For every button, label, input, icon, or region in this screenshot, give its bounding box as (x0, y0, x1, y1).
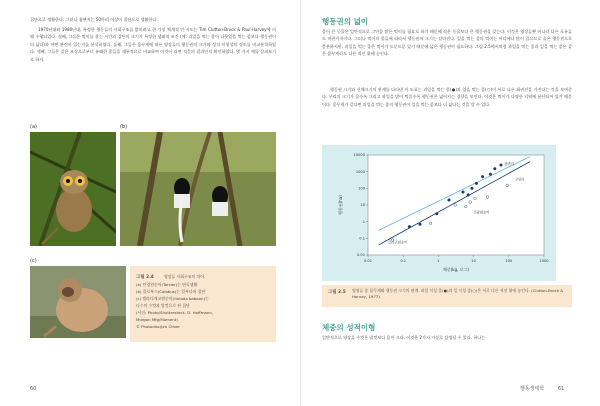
gelada-photo (30, 266, 126, 338)
point-0-3 (448, 199, 451, 202)
caption-line-8: © Photodisc/Jen Oliver (136, 324, 181, 329)
x-tick-label-3: 10 (471, 259, 476, 263)
x-tick-label-2: 1 (437, 259, 440, 263)
home-range-scatter-chart (322, 145, 556, 281)
caption-line-2: (a) 안경원숭이(Tarsier)는 단독생활 (136, 282, 198, 287)
page-number-right: 61 (558, 386, 565, 392)
dimorphism-paragraph: 일반적으로 영장류 수컷은 암컷보다 몸이 크다. 이것은 2가지 가설로 설명될 수 있다. 하나는 (322, 335, 486, 340)
x-axis-label: 체중(kg, 로그) (443, 267, 469, 272)
point-0-9 (489, 173, 492, 176)
y-tick-label-3: 10 (360, 203, 365, 208)
point-1-2 (454, 204, 457, 207)
point-1-4 (469, 201, 472, 204)
point-1-3 (464, 205, 467, 208)
section-heading-dimorphism: 체중의 성적이형 (322, 323, 376, 332)
point-1-1 (429, 222, 432, 225)
panel-label-c: (c) (30, 258, 37, 264)
caption-line-6: (사진: Photo/Shutterstock, D. Hoffmann, (136, 310, 214, 315)
caption-line-4: (c) 겔라다개코원숭이(Gelada baboon)는 (136, 296, 209, 301)
figure-caption-title: 그림 2.4 (136, 275, 154, 280)
y-tick-label-6: 10000 (353, 153, 365, 158)
x-tick-label-0: 0.01 (363, 259, 373, 263)
y-axis-label: 행동권(ha) (338, 195, 343, 215)
annotation-2: 긴팔원숭이 (473, 210, 490, 215)
point-0-7 (475, 182, 478, 185)
x-tick-label-5: 1000 (539, 259, 549, 263)
tarsier-photo (30, 132, 116, 246)
point-0-0 (408, 225, 411, 228)
chart-caption-text: 영장류 종 몸무게와 행동권 크기의 관계. 과일 식성 종(●)과 잎 식성 종(○)은 서로 다른 직선 위에 놓인다. (Clutton-Brock & Harvey, 1977) (352, 288, 564, 299)
chart-discussion-paragraph: 행동권 크기와 신체크기의 관계를 나타낸 이 도표는 과일을 먹는 종(●)과 잎을 먹는 종(○)이 서로 다른 회귀선을 가진다는 것을 보여준다. 무리의 크기가 클수록 그리고 과일을 많이 먹을수록 행동권은 넓어지는 경향을 보인다. 이것은 먹이가 다양한 지역에 분산되어 있기 때문이다. 몸무게가 같다면 과일을 먹는 종의 행동권이 잎을 먹는 종보다 더 넓다는 것을 알 수 있다. (322, 87, 572, 107)
y-tick-label-0: 0.01 (356, 253, 365, 258)
caption-line-3: (b) 콜로부스(Colobus)는 일부다처 집단 (136, 289, 206, 294)
point-0-10 (493, 167, 496, 170)
point-1-5 (474, 197, 477, 200)
annotation-0: 침팬지 (503, 162, 514, 167)
running-head: 행동생태학 (520, 386, 545, 392)
home-range-paragraph: 몸이 큰 동물은 일반적으로 그만큼 많은 먹이를 필요로 하기 때문에 작은 동물보다 큰 행동권을 갖는다. 이것은 영장류뿐 아니라 다른 포유류도 마찬가지이다. 그러나 먹이의 종류에 따라서 행동권의 크기는 달라진다. 잎을 먹는 종의 먹이는 어디에나 많이 있으므로 좁은 행동권으로 충분하지만, 과일을 먹는 종은 먹이가 드문드문 있기 때문에 넓은 행동권이 필요하다. 그림 2.5에서처럼 과일을 먹는 종과 잎을 먹는 종은 같은 몸무게라도 다른 직선 위에 놓인다. (322, 29, 572, 57)
point-0-1 (419, 223, 422, 226)
annotation-3: 갈라고원숭이 (387, 240, 408, 245)
point-1-7 (506, 184, 509, 187)
panel-label-b: (b) (120, 124, 128, 130)
chart-caption (322, 285, 572, 307)
paragraph-1: 집단으로 생활한다. 그러나 침팬지는 50마리 이상이 집단으로 생활한다. (30, 17, 158, 22)
caption-line-5: 다수의 수컷과 암컷으로 된 집단 (136, 303, 190, 308)
page-number-left: 60 (30, 386, 37, 392)
colobus-photo (120, 132, 276, 246)
chart-panel (322, 145, 556, 281)
paragraph-2: 1970년대와 1980년대, 특정한 행동들의 사회구조를 밝히려고 한 가장 체계적 인 시도는 Tim Clutton-Brock & Paul Harvey에 의해 수행되었다. 첫째, 그들은 먹이를 찾는 시간과 집단의 크기가 특정한 생태적 조건 (예: 과일을 먹는 종이 나뭇잎을 먹는 종보다 행동권이 더 넓다)과 어떤 관련이 있는지를 분석하였다. 둘째, 그들은 몸무게에 따른 영장류의 행동권의 크기와 성적 이형성의 정도를 비교분석하였다. 셋째, 그들은 같은 조상으로부터 유래한 종들을 계통적으로 비교하여 이것이 과연 적응의 결과인지 확인하였다. 몇 가지 예를 살펴보기로 하자. (30, 27, 276, 62)
point-0-11 (500, 164, 503, 167)
right-page (300, 0, 600, 406)
point-0-6 (471, 187, 474, 190)
point-0-4 (462, 191, 465, 194)
caption-line-7: Morgan Mfg/Moment) (136, 317, 178, 322)
point-0-5 (467, 194, 470, 197)
y-tick-label-4: 100 (358, 186, 365, 191)
figure-caption (130, 266, 276, 342)
y-tick-label-2: 1 (362, 219, 365, 224)
section-heading-home-range: 행동권의 넓이 (322, 17, 369, 26)
x-tick-label-1: 0.1 (400, 259, 407, 263)
point-0-8 (481, 175, 484, 178)
x-tick-label-4: 100 (505, 259, 513, 263)
chart-caption-title: 그림 2.5 (328, 290, 346, 295)
y-tick-label-5: 1000 (355, 169, 365, 174)
panel-label-a: (a) (30, 124, 37, 130)
point-0-2 (435, 212, 438, 215)
annotation-1: 고릴라 (514, 177, 525, 182)
point-1-6 (486, 196, 489, 199)
y-tick-label-1: 0.1 (359, 236, 365, 241)
caption-line-1: 영장류 사회구조의 차이. (164, 274, 206, 279)
